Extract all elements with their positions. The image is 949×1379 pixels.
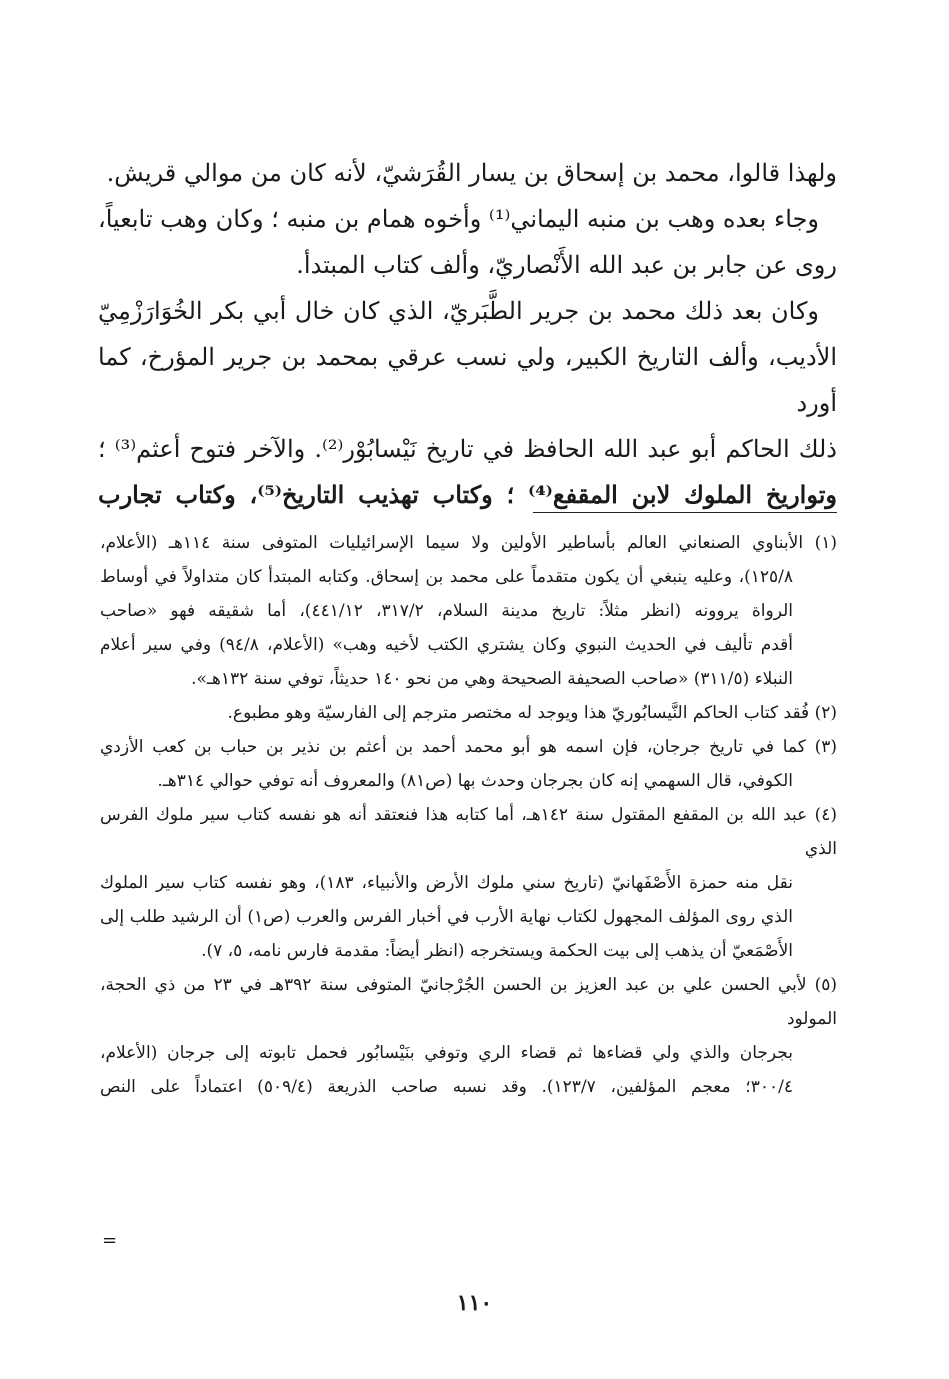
footnote-line: نقل منه حمزة الأَصْفَهانيّ (تاريخ سني ملوك الأرض والأنبياء، ١٨٣)، وهو نفسه كتاب سير الملوك [100,873,793,893]
footnote-5 [100,968,837,1104]
footnote-line: الكوفي، قال السهمي إنه كان بجرجان وحدث بها (ص٨١) والمعروف أنه توفي حوالي ٣١٤هـ. [157,771,793,791]
footnote-line: (٥) لأبي الحسن علي بن عبد العزيز بن الحسن الجُرْجانيّ المتوفى سنة ٣٩٢هـ في ٢٣ من ذي الحجة، المولود [100,975,838,1029]
footnote-line: الذي روى المؤلف المجهول لكتاب نهاية الأرب في أخبار الفرس والعرب (ص١) أن الرشيد طلب إلى [100,907,793,927]
main-line-5: الأديب، وألف التاريخ الكبير، ولي نسب عرقي بمحمد بن جرير المؤرخ، كما أورد [98,343,837,417]
footnote-2 [100,696,837,730]
footnote-line: ٣٠٠/٤؛ معجم المؤلفين، ١٢٣/٧). وقد نسبه صاحب الذريعة (٥٠٩/٤) اعتماداً على النص [100,1077,793,1097]
footnote-line: (٣) كما في تاريخ جرجان، فإن اسمه هو أبو محمد أحمد بن أعثم بن نذير بن حباب بن كعب الأزدي [100,737,837,757]
footnote-line: (٤) عبد الله بن المقفع المقتول سنة ١٤٢هـ، أما كتابه هذا فنعتقد أنه هو نفسه كتاب سير ملوك الفرس الذي [100,805,837,859]
footnote-separator [533,512,837,513]
footnote-line: بجرجان والذي ولي قضاءها ثم قضاء الري وتوفي بنَيْسابُور فحمل تابوته إلى جرجان (الأعلام، [100,1043,793,1063]
main-line-2: وجاء بعده وهب بن منبه اليماني⁽¹⁾ وأخوه همام بن منبه ؛ وكان وهب تابعياً، [98,205,819,233]
footnote-line: أقدم تأليف في الحديث النبوي وكان يشتري الكتب لأخيه وهب» (الأعلام، ٩٤/٨) وفي سير أعلام [100,635,793,655]
main-line-1: ولهذا قالوا، محمد بن إسحاق بن يسار القُرَشيّ، لأنه كان من موالي قريش. [106,159,837,187]
footnote-1 [100,526,837,696]
footnote-line: الأَصْمَعيّ أن يذهب إلى بيت الحكمة ويستخرجه (انظر أيضاً: مقدمة فارس نامه، ٥، ٧). [201,941,793,961]
footnote-line: الرواة يروونه (انظر مثلاً: تاريخ مدينة السلام، ٣١٧/٢، ٤٤١/١٢)، أما شقيقه فهو «صاحب [100,601,793,621]
footnotes [100,526,837,1104]
footnote-3 [100,730,837,798]
page-number: ١١٠ [456,1290,493,1316]
footnote-line: (٢) فُقد كتاب الحاكم النَّيسابُوريّ هذا ويوجد له مختصر مترجم إلى الفارسيّة وهو مطبوع. [227,703,837,723]
main-line-3: روى عن جابر بن عبد الله الأَنْصاريّ، وألف كتاب المبتدأ. [296,251,837,279]
main-line-4: وكان بعد ذلك محمد بن جرير الطَّبَريّ، الذي كان خال أبي بكر الخُوَارَزْمِيّ [98,297,819,325]
footnote-line: ١٢٥/٨)، وعليه ينبغي أن يكون متقدماً على محمد بن إسحاق. وكتابه المبتدأ كان متداولاً في أوساط [100,567,793,587]
main-text [98,150,837,518]
footnote-line: النبلاء (٣١١/٥) «صاحب الصحيفة الصحيحة وهي من نحو ١٤٠ حديثاً، توفي سنة ١٣٢هـ». [191,669,793,689]
main-line-7: وتواريخ الملوك لابن المقفع⁽⁴⁾ ؛ وكتاب تهذيب التاريخ⁽⁵⁾، وكتاب تجارب [98,480,838,509]
main-line-6: ذلك الحاكم أبو عبد الله الحافظ في تاريخ نَيْسابُوْر⁽²⁾. والآخر فتوح أعثم⁽³⁾ ؛ [98,435,837,463]
footnote-4 [100,798,837,968]
continuation-mark: = [102,1230,118,1251]
footnote-line: (١) الأبناوي الصنعاني العالم بأساطير الأولين ولا سيما الإسرائيليات المتوفى سنة ١١٤هـ (الأعلام، [100,533,837,553]
